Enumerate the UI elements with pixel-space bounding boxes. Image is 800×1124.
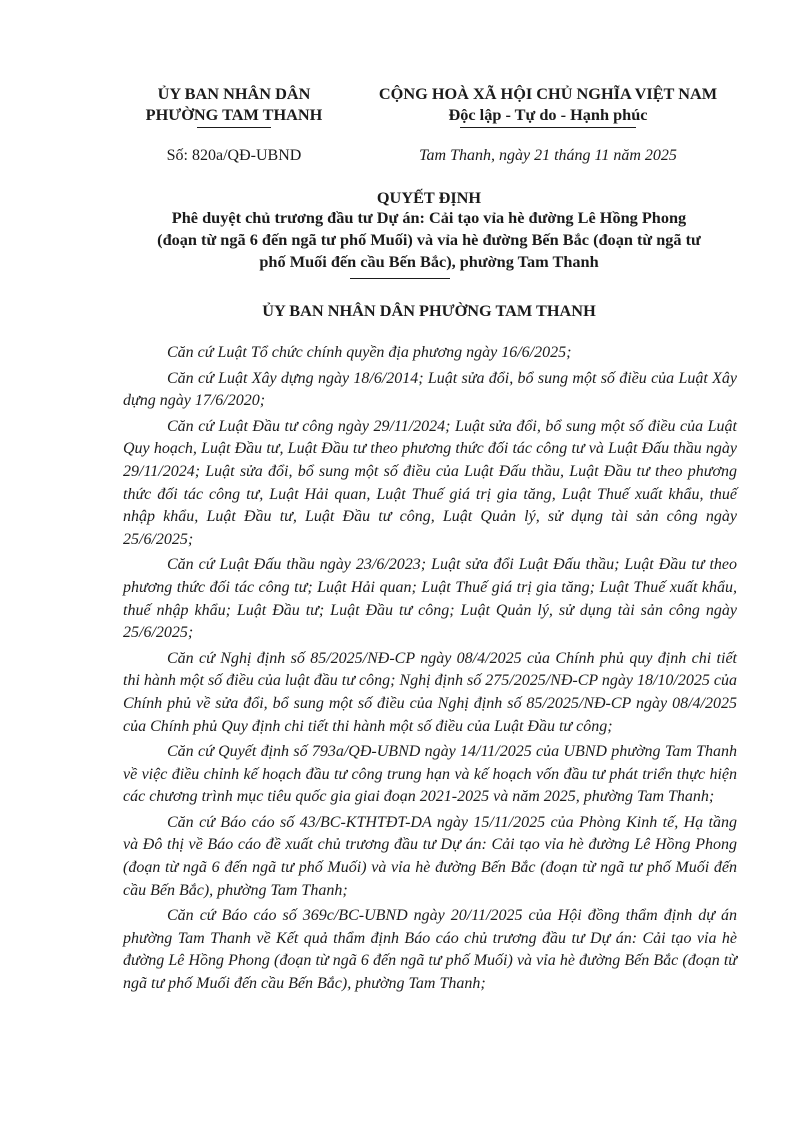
document-title: QUYẾT ĐỊNH: [376, 188, 482, 207]
agency-name-line2: PHƯỜNG TAM THANH: [145, 105, 323, 124]
issuing-authority: ỦY BAN NHÂN DÂN PHƯỜNG TAM THANH: [262, 301, 596, 320]
legal-basis-paragraph: Căn cứ Báo cáo số 43/BC-KTHTĐT-DA ngày 15/11/2025 của Phòng Kinh tế, Hạ tầng và Đô thị về Báo cáo đề xuất chủ trương đầu tư Dự án: Cải tạo vỉa hè đường Lê Hồng Phong (đoạn từ ngã 6 đến ngã tư phố Muối) và vỉa hè đường Bến Bắc (đoạn từ ngã tư phố Muối đến cầu Bến Bắc), phường Tam Thanh;: [123, 813, 737, 899]
legal-basis-paragraph: Căn cứ Luật Đầu tư công ngày 29/11/2024; Luật sửa đổi, bổ sung một số điều của Luật Quy hoạch, Luật Đầu tư, Luật Đầu tư theo phương thức đối tác công tư và Luật Đấu thầu ngày 29/11/2024; Luật sửa đổi, bổ sung một số điều của Luật Đấu thầu, Luật Đầu tư theo phương thức đối tác công tư, Luật Hải quan, Luật Thuế giá trị gia tăng, Luật Thuế xuất khẩu, thuế nhập khẩu, Luật Đầu tư, Luật Đầu tư công, Luật Quản lý, sử dụng tài sản công ngày 25/6/2025;: [123, 417, 737, 548]
nation-name: CỘNG HOÀ XÃ HỘI CHỦ NGHĨA VIỆT NAM: [378, 84, 718, 103]
motto-underline: [460, 127, 636, 128]
agency-name-line1: ỦY BAN NHÂN DÂN: [157, 84, 311, 103]
subject-underline: [350, 278, 450, 279]
legal-basis-paragraph: Căn cứ Quyết định số 793a/QĐ-UBND ngày 14/11/2025 của UBND phường Tam Thanh về việc điều chỉnh kế hoạch đầu tư công trung hạn và kế hoạch vốn đầu tư phát triển thực hiện các chương trình mục tiêu quốc gia giai đoạn 2021-2025 và năm 2025, phường Tam Thanh;: [123, 743, 737, 806]
place-and-date: Tam Thanh, ngày 21 tháng 11 năm 2025: [419, 147, 677, 164]
legal-basis-paragraph: Căn cứ Luật Đấu thầu ngày 23/6/2023; Luật sửa đổi Luật Đấu thầu; Luật Đầu tư theo phương thức đối tác công tư; Luật Hải quan; Luật Thuế giá trị gia tăng; Luật Thuế xuất khẩu, thuế nhập khẩu; Luật Đầu tư; Luật Đầu tư công; Luật Quản lý, sử dụng tài sản công ngày 25/6/2025;: [123, 556, 737, 642]
legal-basis-paragraph: Căn cứ Luật Tổ chức chính quyền địa phương ngày 16/6/2025;: [167, 344, 572, 361]
issuing-agency: [120, 83, 348, 128]
legal-basis-paragraph: Căn cứ Nghị định số 85/2025/NĐ-CP ngày 08/4/2025 của Chính phủ quy định chi tiết thi hành một số điều của luật đầu tư công; Nghị định số 275/2025/NĐ-CP ngày 18/10/2025 của Chính phủ về sửa đổi, bổ sung một số điều của Nghị định số 85/2025/NĐ-CP ngày 08/4/2025 của Chính phủ Quy định chi tiết thi hành một số điều của Luật Đầu tư công;: [123, 649, 737, 735]
national-motto: [358, 83, 738, 128]
legal-basis-paragraph: Căn cứ Luật Xây dựng ngày 18/6/2014; Luật sửa đổi, bổ sung một số điều của Luật Xây dựng ngày 17/6/2020;: [123, 369, 737, 410]
document-number: Số: 820a/QĐ-UBND: [166, 147, 302, 164]
legal-bases: [123, 342, 737, 999]
agency-underline: [197, 127, 271, 128]
legal-basis-paragraph: Căn cứ Báo cáo số 369c/BC-UBND ngày 20/11/2025 của Hội đồng thẩm định dự án phường Tam Thanh về Kết quả thẩm định Báo cáo chủ trương đầu tư Dự án: Cải tạo vỉa hè đường Lê Hồng Phong (đoạn từ ngã 6 đến ngã tư phố Muối) và vỉa hè đường Bến Bắc (đoạn từ ngã tư phố Muối đến cầu Bến Bắc), phường Tam Thanh;: [123, 907, 737, 993]
decision-subject: Phê duyệt chủ trương đầu tư Dự án: Cải tạo vỉa hè đường Lê Hồng Phong (đoạn từ ngã 6 đến ngã tư phố Muối) và vỉa hè đường Bến Bắc (đoạn từ ngã tư phố Muối đến cầu Bến Bắc), phường Tam Thanh: [157, 208, 701, 271]
nation-motto: Độc lập - Tự do - Hạnh phúc: [448, 105, 648, 124]
